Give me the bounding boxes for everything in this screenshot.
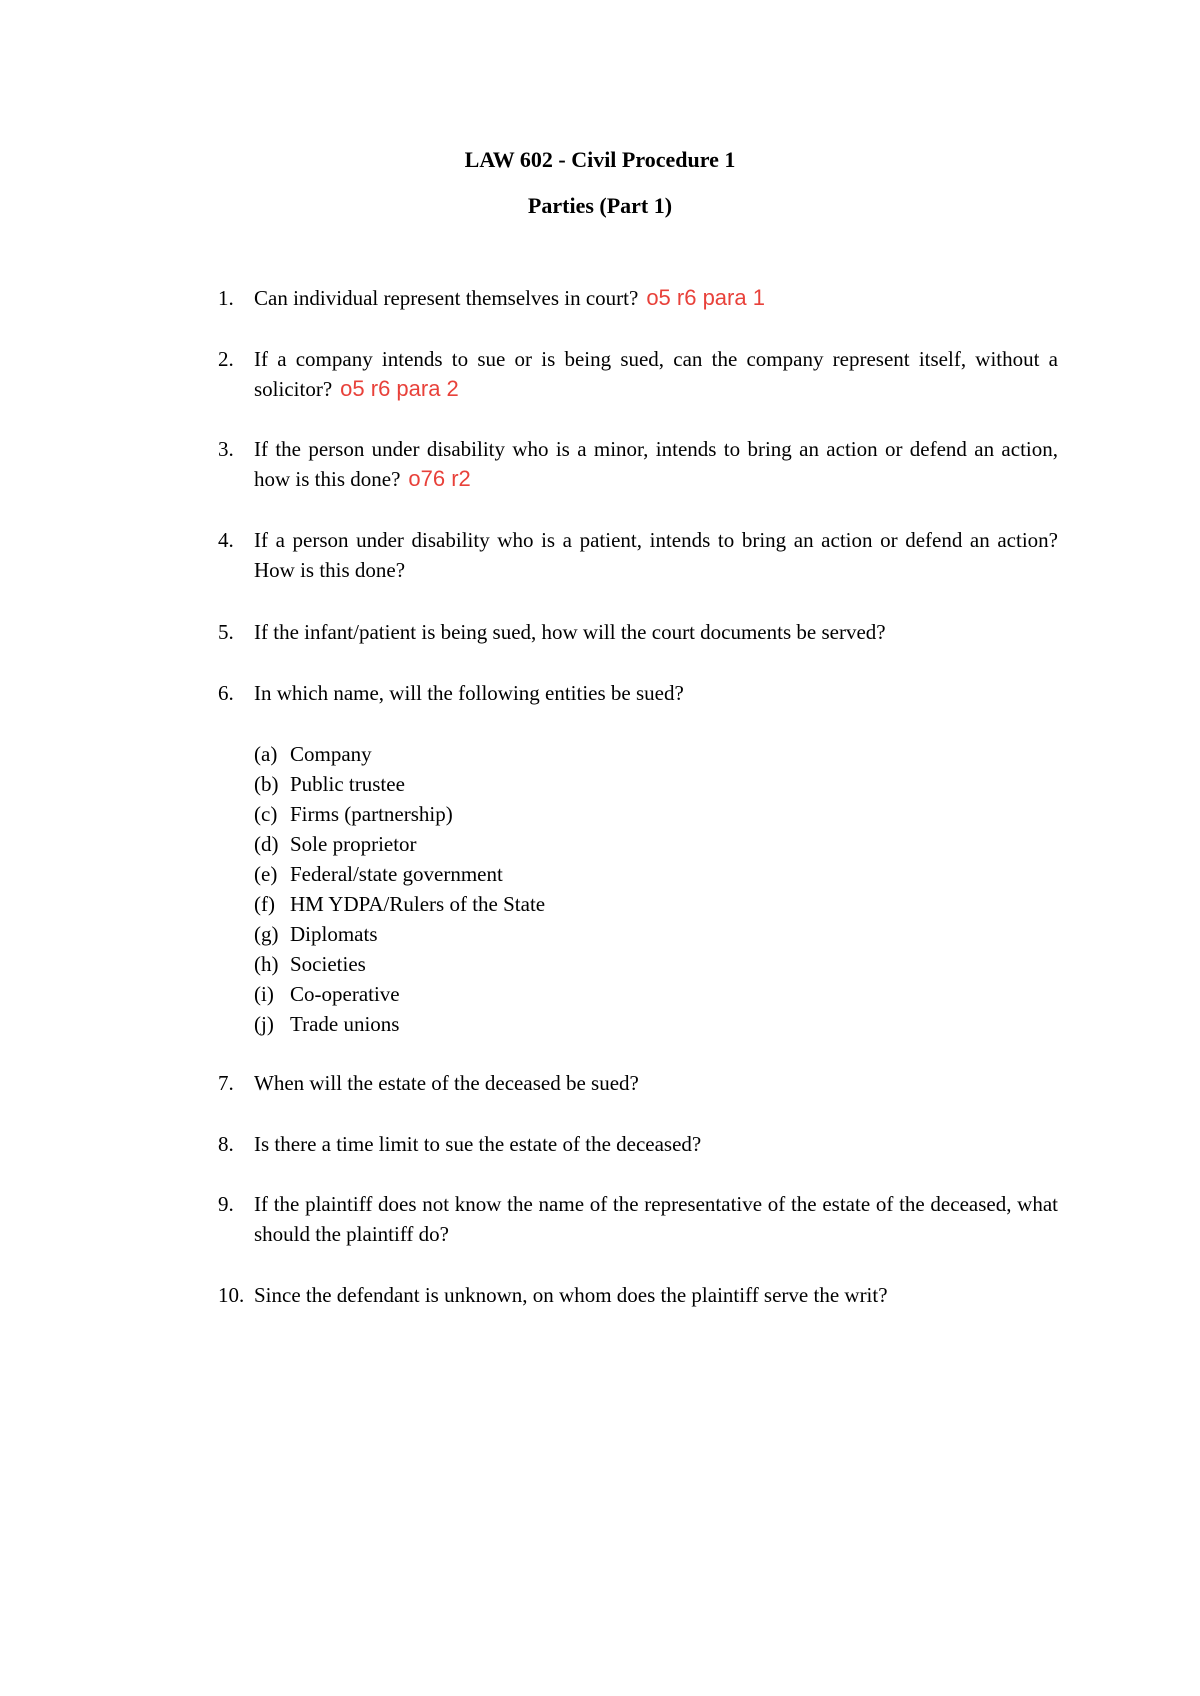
- list-item: (j) Trade unions: [254, 1012, 400, 1036]
- list-item: (g) Diplomats: [254, 922, 378, 946]
- question-text: Can individual represent themselves in court? o5 r6 para 1: [254, 285, 765, 310]
- topic-title: Parties (Part 1): [527, 193, 673, 218]
- rule-reference: o5 r6 para 1: [646, 285, 765, 310]
- question-text: If the person under disability who is a minor, intends to bring an action or defend an action, how is this done? o76 r2: [254, 437, 1058, 491]
- question-text: If a person under disability who is a patient, intends to bring an action or defend an action? How is this done?: [254, 528, 1058, 582]
- question-number: 2.: [218, 347, 234, 371]
- question-number: 1.: [218, 286, 234, 310]
- list-item: (a) Company: [254, 742, 372, 766]
- question-number: 4.: [218, 528, 234, 552]
- list-item: (f) HM YDPA/Rulers of the State: [254, 892, 546, 916]
- question-number: 10.: [218, 1283, 245, 1307]
- question-text: When will the estate of the deceased be sued?: [254, 1071, 639, 1095]
- list-item: (h) Societies: [254, 952, 366, 976]
- list-item: (e) Federal/state government: [254, 862, 503, 886]
- question-number: 3.: [218, 437, 234, 461]
- list-item: (d) Sole proprietor: [254, 832, 417, 856]
- list-item: (b) Public trustee: [254, 772, 405, 796]
- rule-reference: o76 r2: [408, 466, 471, 491]
- question-number: 6.: [218, 681, 234, 705]
- list-item: (c) Firms (partnership): [254, 802, 453, 826]
- list-item: (i) Co-operative: [254, 982, 400, 1006]
- question-text: In which name, will the following entities be sued?: [254, 681, 684, 705]
- question-text: If a company intends to sue or is being sued, can the company represent itself, without a solicitor? o5 r6 para 2: [254, 347, 1058, 401]
- question-text: If the infant/patient is being sued, how will the court documents be served?: [254, 620, 886, 644]
- entity-list: [254, 739, 854, 1039]
- question-number: 9.: [218, 1192, 234, 1216]
- question-text: If the plaintiff does not know the name of the representative of the estate of the deceased, what should the plaintiff do?: [254, 1192, 1058, 1246]
- question-text: Is there a time limit to sue the estate of the deceased?: [254, 1132, 702, 1156]
- question-number: 8.: [218, 1132, 234, 1156]
- question-number: 7.: [218, 1071, 234, 1095]
- question-number: 5.: [218, 620, 234, 644]
- course-title: LAW 602 - Civil Procedure 1: [464, 147, 736, 172]
- question-text: Since the defendant is unknown, on whom does the plaintiff serve the writ?: [254, 1283, 888, 1307]
- rule-reference: o5 r6 para 2: [340, 376, 459, 401]
